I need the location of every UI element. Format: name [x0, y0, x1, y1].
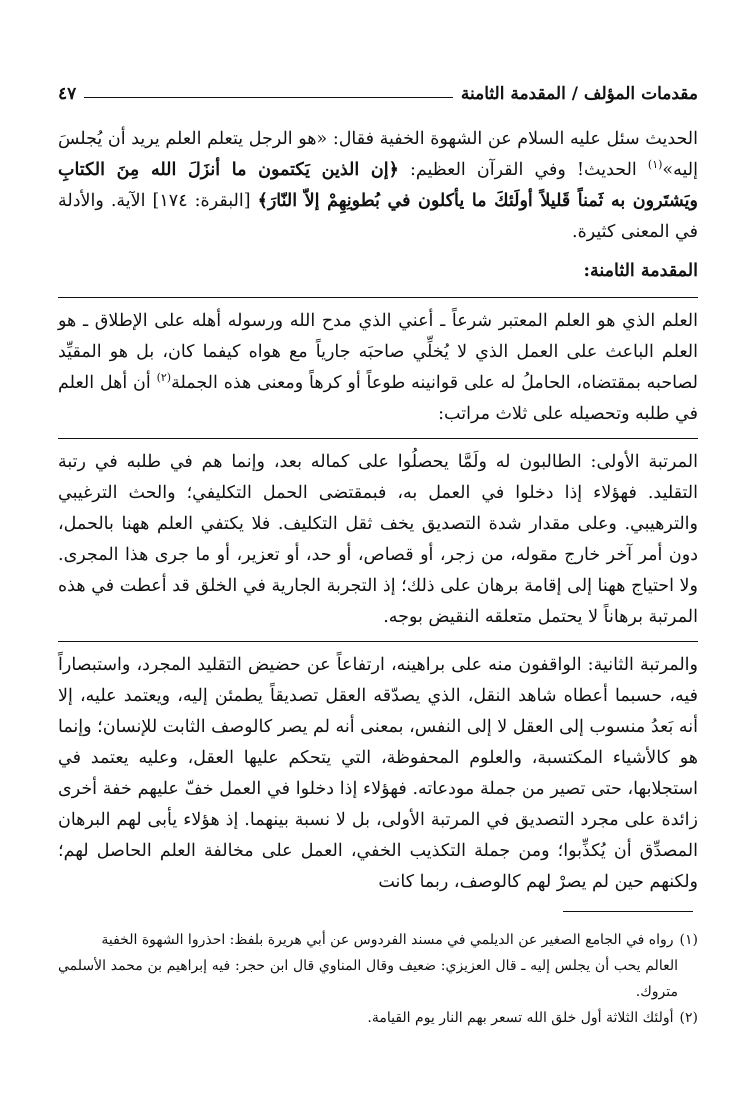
intro-text-3: [البقرة: ١٧٤] الآية. والأدلة في المعنى كثيرة.	[58, 191, 698, 242]
intro-text-1: الحديث سئل عليه السلام عن الشهوة الخفية فقال: «هو الرجل يتعلم العلم يريد أن يُجلسَ إليه»	[58, 129, 698, 180]
footnote-ref-1: (١)	[647, 158, 663, 172]
footnote-rule	[563, 911, 693, 912]
paragraph-first-rank: المرتبة الأولى: الطالبون له ولَمَّا يحصلُوا على كماله بعد، وإنما هم في طلبه في رتبة التقليد. فهؤلاء إذا دخلوا في العمل به، فبمقتضى الحمل التكليفي؛ والحث الترغيبي والترهيبي. وعلى مقدار شدة التصديق يخف ثقل التكليف. فلا يكتفي العلم ههنا بالحمل، دون أمر آخر خارج مقوله، من زجر، أو قصاص، أو حد، أو تعزير، أو ما جرى هذا المجرى. ولا احتياج ههنا إلى إقامة برهان على ذلك؛ إذ التجربة الجارية في الخلق قد أعطت في هذه المرتبة برهاناً لا يحتمل متعلقه النقيض بوجه.	[58, 452, 698, 627]
paragraph-divider-2	[58, 641, 698, 642]
footnote-1-number: (١)	[679, 932, 698, 948]
section-heading: المقدمة الثامنة:	[583, 261, 698, 281]
paragraph-divider-1	[58, 438, 698, 439]
footnote-1	[58, 927, 698, 953]
paragraph-definition	[58, 306, 698, 430]
footnote-2	[58, 1005, 698, 1031]
intro-text-2: الحديث! وفي القرآن العظيم:	[398, 160, 648, 180]
paragraph-second-rank: والمرتبة الثانية: الواقفون منه على براهينه، ارتفاعاً عن حضيض التقليد المجرد، واستبصاراً فيه، حسبما أعطاه شاهد النقل، الذي يصدّقه العقل تصديقاً يطمئن إليه، ويعتمد عليه، إلا أنه بَعدُ منسوب إلى العقل لا إلى النفس، بمعنى أنه لم يصر كالوصف الثابت للإنسان؛ وإنما هو كالأشياء المكتسبة، والعلوم المحفوظة، التي يتحكم عليها العقل، وعليه يعتمد في استجلابها، حتى تصير من جملة مودعاته. فهؤلاء إذا دخلوا في العمل خفّ عليهم خفة أخرى زائدة على مجرد التصديق في المرتبة الأولى، بل لا نسبة بينهما. إذ هؤلاء يأبى لهم البرهان المصدِّق أن يُكذِّبوا؛ ومن جملة التكذيب الخفي، العمل على مخالفة العلم الحاصل لهم؛ ولكنهم حين لم يصرْ لهم كالوصف، ربما كانت	[57, 655, 698, 892]
paragraph-intro	[58, 124, 698, 248]
running-header	[58, 78, 698, 104]
body-text	[58, 124, 698, 898]
definition-text-2: أن أهل العلم في طلبه وتحصيله على ثلاث مراتب:	[58, 373, 698, 424]
footnote-ref-2: (٢)	[156, 371, 172, 385]
section-divider	[58, 297, 698, 298]
footnote-2-text: أولئك الثلاثة أول خلق الله تسعر بهم النار يوم القيامة.	[367, 1010, 674, 1026]
page-content	[58, 78, 698, 898]
quran-verse: ﴿إن الذين يَكتمون ما أنزَلَ الله مِنَ الكتابِ ويَشتَرون به ثَمناً قَليلاً أولَئكَ ما يأكلون في بُطونِهِمْ إلاّ النّارَ﴾	[58, 160, 698, 211]
footnotes	[58, 927, 698, 1031]
header-title: مقدمات المؤلف / المقدمة الثامنة	[460, 84, 698, 104]
footnote-1-continued: العالم يحب أن يجلس إليه ـ قال العزيزي: ضعيف وقال المناوي قال ابن حجر: فيه إبراهيم بن محمد الأسلمي متروك.	[58, 958, 678, 1000]
page-number: ٤٧	[58, 84, 77, 104]
footnote-2-number: (٢)	[679, 1010, 698, 1026]
footnote-1-text-1: رواه في الجامع الصغير عن الديلمي في مسند الفردوس عن أبي هريرة بلفظ: احذروا الشهوة الخفية	[101, 932, 674, 948]
header-rule	[84, 97, 453, 98]
definition-text-1: العلم الذي هو العلم المعتبر شرعاً ـ أعني الذي مدح الله ورسوله أهله على الإطلاق ـ هو العلم الباعث على العمل الذي لا يُخلِّي صاحبَه جارياً مع هواه كيفما كان، بل هو المقيِّد لصاحبه بمقتضاه، الحاملُ له على قوانينه طوعاً أو كرهاً ومعنى هذه الجملة	[58, 311, 698, 393]
